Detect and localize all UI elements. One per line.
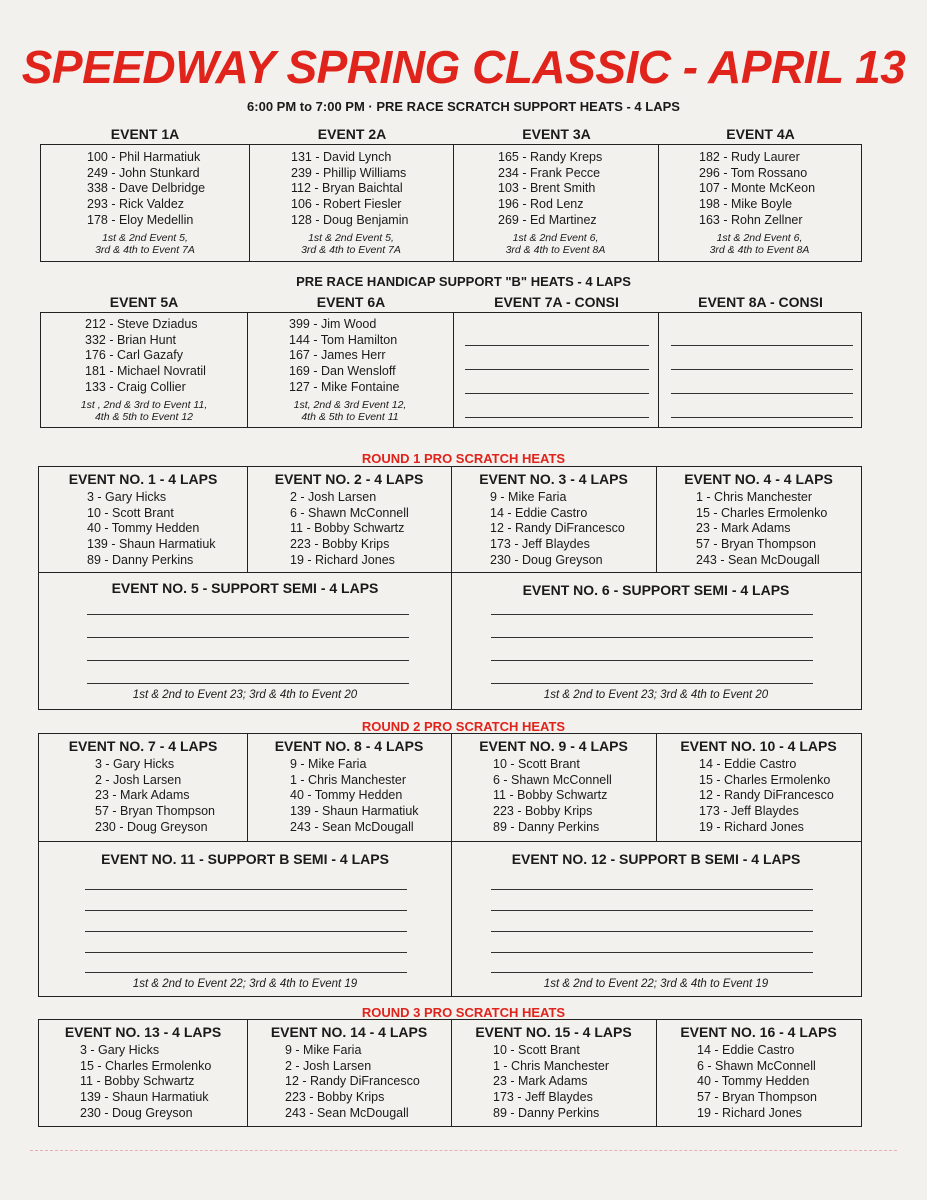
event-7-riders	[95, 757, 215, 836]
round-1-table	[38, 466, 862, 710]
event-5-entry-line[interactable]	[87, 683, 409, 684]
event-8a-title: EVENT 8A - CONSI	[698, 294, 823, 310]
event-6-entry-line[interactable]	[491, 637, 813, 638]
event-8-riders	[290, 757, 419, 836]
rider: 14 - Eddie Castro	[699, 757, 797, 771]
event-8a-entry-line[interactable]	[671, 345, 853, 346]
handicap-heats-table	[40, 312, 862, 428]
event-10-title: EVENT NO. 10 - 4 LAPS	[680, 738, 837, 754]
event-5-entry-line[interactable]	[87, 614, 409, 615]
event-3-title: EVENT NO. 3 - 4 LAPS	[479, 471, 628, 487]
event-2-riders	[290, 490, 409, 569]
rider: 127 - Mike Fontaine	[289, 379, 400, 394]
event-6a-riders	[289, 317, 399, 396]
event-4-riders	[696, 490, 827, 569]
rider: 243 - Sean McDougall	[290, 819, 414, 834]
event-4a-title: EVENT 4A	[726, 126, 795, 142]
event-7-title: EVENT NO. 7 - 4 LAPS	[68, 738, 218, 754]
event-8-title: EVENT NO. 8 - 4 LAPS	[274, 738, 424, 754]
event-1a-riders	[87, 150, 205, 229]
event-3a-note	[453, 232, 658, 256]
rider: 223 - Bobby Krips	[290, 537, 390, 552]
rider: 10 - Scott Brant	[493, 1043, 580, 1057]
event-11-entry-line[interactable]	[85, 952, 407, 953]
rider: 112 - Bryan Baichtal	[291, 181, 403, 196]
event-5a-riders	[85, 317, 206, 396]
event-5-entry-line[interactable]	[87, 660, 409, 661]
rider: 15 - Charles Ermolenko	[80, 1058, 212, 1073]
rider: 178 - Eloy Medellin	[87, 212, 194, 227]
event-8a-entry-line[interactable]	[671, 393, 853, 394]
event-3a-riders	[498, 150, 602, 229]
event-2a-note	[249, 232, 453, 256]
rider: 2 - Josh Larsen	[285, 1058, 372, 1073]
rider: 6 - Shawn McConnell	[493, 772, 612, 787]
rider: 11 - Bobby Schwartz	[493, 788, 608, 803]
rider: 15 - Charles Ermolenko	[696, 505, 828, 520]
event-12-entry-line[interactable]	[491, 889, 813, 890]
event-6-note: 1st & 2nd to Event 23; 3rd & 4th to Event 20	[543, 689, 769, 701]
rider: 23 - Mark Adams	[95, 788, 190, 803]
round-1-header: ROUND 1 PRO SCRATCH HEATS	[361, 451, 566, 466]
rider: 57 - Bryan Thompson	[696, 537, 816, 552]
support-heats-table	[40, 144, 862, 262]
rider: 40 - Tommy Hedden	[290, 788, 403, 803]
event-8a-entry-line[interactable]	[671, 417, 853, 418]
rider: 103 - Brent Smith	[498, 181, 596, 196]
event-16-title: EVENT NO. 16 - 4 LAPS	[680, 1024, 837, 1040]
rider: 3 - Gary Hicks	[80, 1043, 160, 1057]
event-14-title: EVENT NO. 14 - 4 LAPS	[270, 1024, 428, 1040]
rider: 57 - Bryan Thompson	[697, 1090, 817, 1105]
rider: 230 - Doug Greyson	[490, 552, 603, 567]
rider: 223 - Bobby Krips	[285, 1090, 385, 1105]
rider: 176 - Carl Gazafy	[85, 348, 183, 363]
rider: 19 - Richard Jones	[290, 552, 395, 567]
event-7a-entry-line[interactable]	[465, 393, 649, 394]
rider: 23 - Mark Adams	[696, 521, 791, 536]
rider: 6 - Shawn McConnell	[290, 505, 409, 520]
round-3-table	[38, 1019, 862, 1127]
rider: 12 - Randy DiFrancesco	[490, 521, 625, 536]
rider: 89 - Danny Perkins	[87, 552, 194, 567]
event-11-title: EVENT NO. 11 - SUPPORT B SEMI - 4 LAPS	[101, 851, 389, 867]
rider: 163 - Rohn Zellner	[699, 212, 803, 227]
event-4a-riders	[699, 150, 815, 229]
rider: 230 - Doug Greyson	[80, 1105, 193, 1120]
rider: 19 - Richard Jones	[699, 819, 804, 834]
handicap-header: PRE RACE HANDICAP SUPPORT "B" HEATS - 4 LAPS	[296, 274, 631, 289]
rider: 249 - John Stunkard	[87, 165, 200, 180]
event-6-entry-line[interactable]	[491, 660, 813, 661]
event-6a-note	[247, 399, 453, 423]
event-1-riders	[87, 490, 216, 569]
event-2-title: EVENT NO. 2 - 4 LAPS	[274, 471, 424, 487]
event-15-title: EVENT NO. 15 - 4 LAPS	[475, 1024, 632, 1040]
rider: 296 - Tom Rossano	[699, 165, 808, 180]
event-11-entry-line[interactable]	[85, 889, 407, 890]
rider: 3 - Gary Hicks	[87, 490, 167, 504]
note-line: 1st & 2nd Event 6,	[716, 232, 803, 244]
event-13-riders	[80, 1043, 211, 1122]
round-2-header: ROUND 2 PRO SCRATCH HEATS	[361, 719, 566, 734]
event-2a-title: EVENT 2A	[317, 126, 387, 142]
note-line: 3rd & 4th to Event 7A	[301, 244, 401, 256]
event-5-title: EVENT NO. 5 - SUPPORT SEMI - 4 LAPS	[111, 580, 379, 596]
rider: 9 - Mike Faria	[290, 757, 367, 771]
event-6-entry-line[interactable]	[491, 614, 813, 615]
event-7a-title: EVENT 7A - CONSI	[494, 294, 619, 310]
rider: 89 - Danny Perkins	[493, 1105, 600, 1120]
rider: 9 - Mike Faria	[490, 490, 567, 504]
event-4-title: EVENT NO. 4 - 4 LAPS	[684, 471, 833, 487]
rider: 243 - Sean McDougall	[696, 552, 820, 567]
rider: 23 - Mark Adams	[493, 1074, 588, 1089]
schedule-subtitle: 6:00 PM to 7:00 PM · PRE RACE SCRATCH SUPPORT HEATS - 4 LAPS	[247, 99, 680, 114]
rider: 1 - Chris Manchester	[696, 490, 813, 504]
rider: 212 - Steve Dziadus	[85, 317, 198, 331]
event-12-title: EVENT NO. 12 - SUPPORT B SEMI - 4 LAPS	[511, 851, 801, 867]
rider: 133 - Craig Collier	[85, 379, 186, 394]
note-line: 4th & 5th to Event 11	[301, 411, 399, 423]
event-7a-entry-line[interactable]	[465, 345, 649, 346]
rider: 144 - Tom Hamilton	[289, 332, 398, 347]
event-12-entry-line[interactable]	[491, 952, 813, 953]
event-16-riders	[697, 1043, 817, 1122]
rider: 12 - Randy DiFrancesco	[699, 788, 834, 803]
rider: 128 - Doug Benjamin	[291, 212, 409, 227]
event-11-entry-line[interactable]	[85, 972, 407, 973]
event-7a-entry-line[interactable]	[465, 369, 649, 370]
event-12-entry-line[interactable]	[491, 972, 813, 973]
rider: 14 - Eddie Castro	[697, 1043, 795, 1057]
rider: 230 - Doug Greyson	[95, 819, 208, 834]
rider: 12 - Randy DiFrancesco	[285, 1074, 420, 1089]
event-14-riders	[285, 1043, 420, 1122]
rider: 169 - Dan Wensloff	[289, 364, 396, 379]
event-2a-riders	[291, 150, 408, 229]
rider: 2 - Josh Larsen	[290, 490, 377, 504]
note-line: 1st & 2nd Event 5,	[308, 232, 394, 244]
rider: 10 - Scott Brant	[493, 757, 580, 771]
rider: 10 - Scott Brant	[87, 505, 174, 520]
rider: 173 - Jeff Blaydes	[490, 537, 590, 552]
note-line: 3rd & 4th to Event 8A	[505, 244, 606, 256]
rider: 89 - Danny Perkins	[493, 819, 600, 834]
event-11-entry-line[interactable]	[85, 931, 407, 932]
rider: 338 - Dave Delbridge	[87, 181, 206, 196]
rider: 2 - Josh Larsen	[95, 772, 182, 787]
rider: 139 - Shaun Harmatiuk	[87, 537, 216, 552]
note-line: 1st & 2nd Event 6,	[512, 232, 599, 244]
event-5-note: 1st & 2nd to Event 23; 3rd & 4th to Event 20	[132, 689, 358, 701]
event-11-entry-line[interactable]	[85, 910, 407, 911]
event-1a-title: EVENT 1A	[110, 126, 180, 142]
footer-divider	[30, 1150, 897, 1151]
note-line: 4th & 5th to Event 12	[94, 411, 194, 423]
rider: 332 - Brian Hunt	[85, 332, 177, 347]
rider: 182 - Rudy Laurer	[699, 150, 800, 164]
event-6-entry-line[interactable]	[491, 683, 813, 684]
rider: 239 - Phillip Williams	[291, 165, 407, 180]
rider: 173 - Jeff Blaydes	[493, 1090, 593, 1105]
event-9-title: EVENT NO. 9 - 4 LAPS	[479, 738, 628, 754]
rider: 399 - Jim Wood	[289, 317, 377, 331]
event-6a-title: EVENT 6A	[316, 294, 386, 310]
rider: 107 - Monte McKeon	[699, 181, 816, 196]
page-title: SPEEDWAY SPRING CLASSIC - APRIL 13	[21, 41, 906, 93]
rider: 181 - Michael Novratil	[85, 364, 206, 379]
event-5a-title: EVENT 5A	[109, 294, 179, 310]
note-line: 1st, 2nd & 3rd Event 12,	[293, 399, 407, 411]
event-10-riders	[699, 757, 834, 836]
rider: 139 - Shaun Harmatiuk	[80, 1090, 209, 1105]
rider: 243 - Sean McDougall	[285, 1105, 409, 1120]
event-1a-note	[41, 232, 249, 256]
event-6-title: EVENT NO. 6 - SUPPORT SEMI - 4 LAPS	[522, 582, 790, 598]
rider: 269 - Ed Martinez	[498, 212, 597, 227]
event-4a-note	[658, 232, 861, 256]
rider: 9 - Mike Faria	[285, 1043, 362, 1057]
event-9-riders	[493, 757, 612, 836]
rider: 167 - James Herr	[289, 348, 386, 363]
note-line: 3rd & 4th to Event 7A	[95, 244, 195, 256]
event-5-entry-line[interactable]	[87, 637, 409, 638]
event-3a-title: EVENT 3A	[522, 126, 591, 142]
rider: 165 - Randy Kreps	[498, 150, 603, 164]
note-line: 1st , 2nd & 3rd to Event 11,	[80, 399, 208, 411]
round-3-header: ROUND 3 PRO SCRATCH HEATS	[361, 1005, 566, 1020]
rider: 19 - Richard Jones	[697, 1105, 802, 1120]
rider: 15 - Charles Ermolenko	[699, 772, 831, 787]
rider: 234 - Frank Pecce	[498, 165, 601, 180]
event-8a-entry-line[interactable]	[671, 369, 853, 370]
event-5a-note	[41, 399, 247, 423]
rider: 131 - David Lynch	[291, 150, 392, 164]
note-line: 3rd & 4th to Event 8A	[709, 244, 810, 256]
rider: 1 - Chris Manchester	[290, 772, 407, 787]
rider: 293 - Rick Valdez	[87, 197, 185, 212]
event-3-riders	[490, 490, 625, 569]
event-12-entry-line[interactable]	[491, 910, 813, 911]
rider: 6 - Shawn McConnell	[697, 1058, 816, 1073]
rider: 139 - Shaun Harmatiuk	[290, 804, 419, 819]
rider: 57 - Bryan Thompson	[95, 804, 215, 819]
rider: 173 - Jeff Blaydes	[699, 804, 799, 819]
rider: 40 - Tommy Hedden	[87, 521, 200, 536]
rider: 11 - Bobby Schwartz	[290, 521, 405, 536]
note-line: 1st & 2nd Event 5,	[102, 232, 188, 244]
rider: 11 - Bobby Schwartz	[80, 1074, 195, 1089]
rider: 223 - Bobby Krips	[493, 804, 593, 819]
rider: 100 - Phil Harmatiuk	[87, 150, 201, 164]
event-15-riders	[493, 1043, 609, 1122]
event-12-note: 1st & 2nd to Event 22; 3rd & 4th to Event 19	[543, 978, 769, 990]
event-11-note: 1st & 2nd to Event 22; 3rd & 4th to Event 19	[132, 978, 358, 990]
event-7a-entry-line[interactable]	[465, 417, 649, 418]
rider: 106 - Robert Fiesler	[291, 197, 402, 212]
event-1-title: EVENT NO. 1 - 4 LAPS	[68, 471, 218, 487]
event-13-title: EVENT NO. 13 - 4 LAPS	[64, 1024, 222, 1040]
rider: 196 - Rod Lenz	[498, 197, 584, 212]
rider: 1 - Chris Manchester	[493, 1058, 610, 1073]
rider: 14 - Eddie Castro	[490, 505, 588, 520]
rider: 3 - Gary Hicks	[95, 757, 175, 771]
event-12-entry-line[interactable]	[491, 931, 813, 932]
round-2-table	[38, 733, 862, 997]
rider: 40 - Tommy Hedden	[697, 1074, 810, 1089]
rider: 198 - Mike Boyle	[699, 197, 793, 212]
